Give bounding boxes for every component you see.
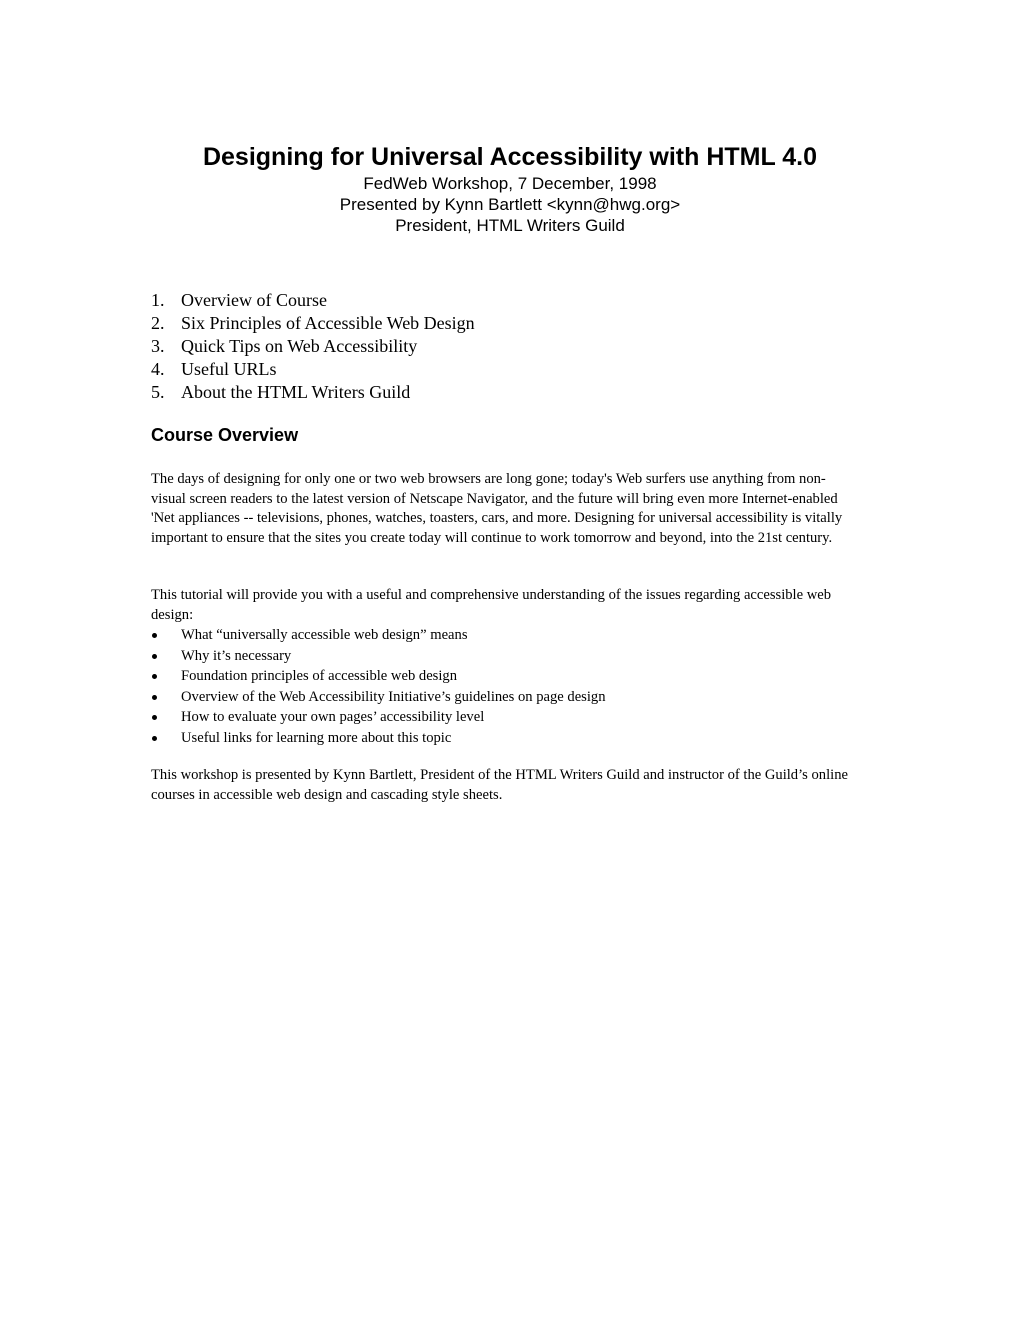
toc-number: 2.: [151, 313, 165, 333]
toc-label: Six Principles of Accessible Web Design: [181, 313, 475, 333]
toc-item-about-hwg: [151, 381, 475, 404]
bullet-icon: [152, 654, 157, 659]
toc-number: 4.: [151, 359, 165, 379]
toc-number: 1.: [151, 290, 165, 310]
toc-number: 5.: [151, 382, 165, 402]
topics-bullet-list: [151, 625, 606, 748]
section-heading-course-overview: Course Overview: [151, 425, 299, 445]
bullet-text: Why it’s necessary: [181, 647, 292, 664]
overview-paragraph-2: This tutorial will provide you with a useful and comprehensive understanding of the issues regarding accessible web design:: [151, 587, 832, 623]
list-item: [151, 687, 606, 708]
list-item: [151, 728, 606, 749]
toc-label: Useful URLs: [181, 359, 277, 379]
bullet-text: Foundation principles of accessible web design: [181, 668, 457, 684]
page-title: Designing for Universal Accessibility with HTML 4.0: [202, 143, 818, 171]
bullet-text: Useful links for learning more about this topic: [181, 729, 452, 746]
event-line: FedWeb Workshop, 7 December, 1998: [363, 174, 657, 193]
bullet-icon: [152, 715, 157, 720]
toc-item-useful-urls: [151, 358, 475, 381]
bullet-icon: [152, 736, 157, 741]
list-item: [151, 666, 606, 687]
toc-item-quick-tips: [151, 335, 475, 358]
toc-item-overview: [151, 289, 475, 312]
bullet-text: Overview of the Web Accessibility Initiative’s guidelines on page design: [181, 688, 606, 705]
toc-item-principles: [151, 312, 475, 335]
title-block: [0, 141, 1020, 236]
overview-paragraph-1: The days of designing for only one or two web browsers are long gone; today's Web surfers use anything from non-visual screen readers to the latest version of Netscape Navigator, and the future will bring even more Internet-enabled 'Net appliances -- televisions, phones, watches, toasters, cars, and more. Designing for universal accessibility is vitally important to ensure that the sites you create today will continue to work tomorrow and beyond, into the 21st century.: [151, 471, 843, 546]
list-item: [151, 707, 606, 728]
table-of-contents: [151, 289, 475, 404]
list-item: [151, 625, 606, 646]
role-line: President, HTML Writers Guild: [395, 216, 625, 235]
toc-label: Overview of Course: [181, 290, 327, 310]
toc-number: 3.: [151, 336, 165, 356]
bullet-icon: [152, 674, 157, 679]
bullet-icon: [152, 695, 157, 700]
bullet-text: How to evaluate your own pages’ accessibility level: [181, 709, 485, 725]
bullet-icon: [152, 633, 157, 638]
overview-paragraph-3: This workshop is presented by Kynn Bartlett, President of the HTML Writers Guild and instructor of the Guild’s online courses in accessible web design and cascading style sheets.: [151, 767, 848, 803]
bullet-text: What “universally accessible web design” means: [181, 627, 468, 643]
toc-label: About the HTML Writers Guild: [181, 382, 411, 402]
list-item: [151, 646, 606, 667]
toc-label: Quick Tips on Web Accessibility: [181, 336, 418, 356]
presenter-line: Presented by Kynn Bartlett <kynn@hwg.org>: [339, 195, 681, 214]
